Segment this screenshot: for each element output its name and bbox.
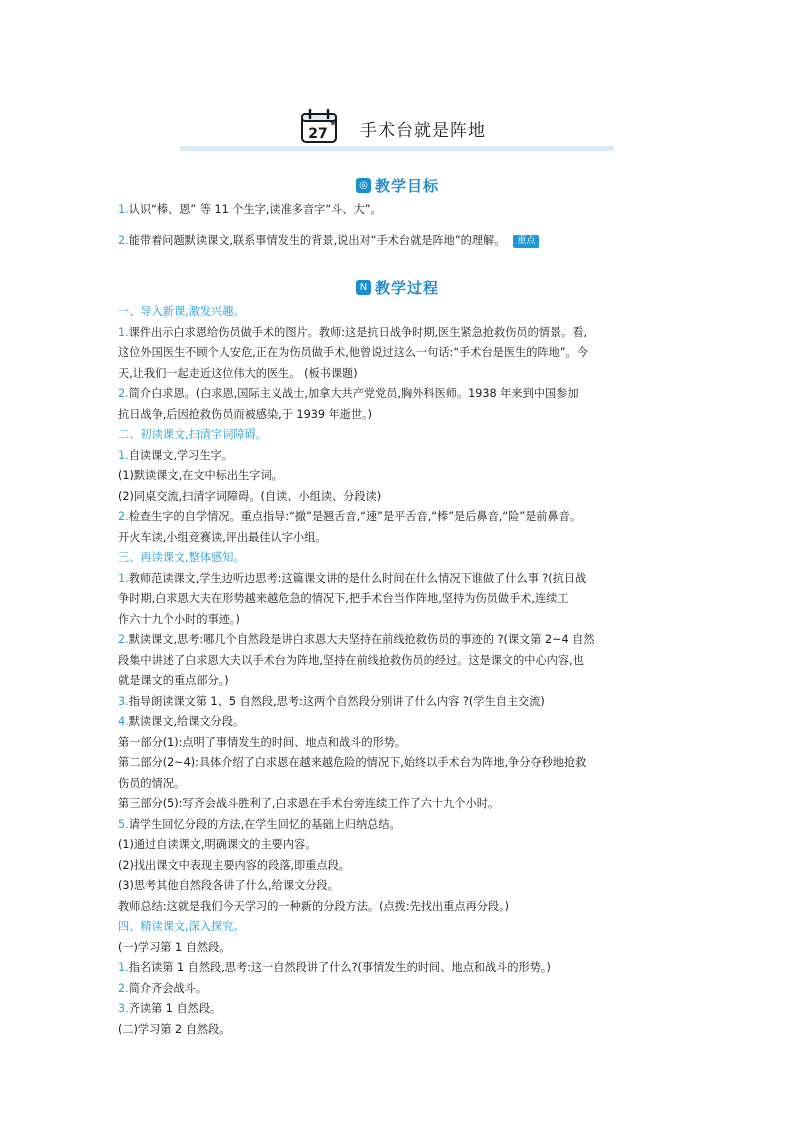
goals-list (118, 200, 688, 251)
line-text: 这位外国医生不顾个人安危,正在为伤员做手术,他曾说过这么一句话:“手术台是医生的阵地”。今 (118, 346, 588, 359)
step-heading: 一、导入新课,激发兴趣。 (118, 305, 245, 318)
text-line (118, 384, 688, 405)
goal-item: 1.认识“棒、恩” 等 11 个生字,读准多音字“斗、大”。 (118, 203, 382, 216)
text-line (118, 528, 688, 549)
text-line (118, 692, 688, 713)
text-line (118, 753, 688, 774)
text-line (118, 343, 688, 364)
line-text: 作六十九个小时的事迹。) (118, 612, 240, 626)
step-heading: 四、精读课文,深入探究。 (118, 920, 245, 933)
line-text: 自读课文,学习生字。 (128, 448, 233, 462)
item-number: 2. (118, 981, 129, 995)
line-text: 抗日战争,后因抢救伤员而被感染,于 1939 年逝世。) (118, 407, 373, 421)
line-text: 检查生字的自学情况。重点指导:“撤”是翘舌音,“速”是平舌音,“棒”是后鼻音,“险”是前鼻音。 (128, 510, 582, 523)
text-line (118, 876, 688, 897)
key-point-tag: 重点 (513, 235, 539, 248)
text-line (118, 630, 688, 651)
line-text: 天,让我们一起走近这位伟大的医生。 (板书课题) (118, 366, 358, 380)
section-goals-title (0, 175, 794, 197)
line-text: 简介白求恩。(白求恩,国际主义战士,加拿大共产党党员,胸外科医师。1938 年来到中国参加 (128, 387, 579, 400)
line-text: (二)学习第 2 自然段。 (118, 1022, 231, 1036)
text-line (118, 1020, 688, 1041)
line-text: 第一部分(1):点明了事情发生的时间、地点和战斗的形势。 (118, 735, 407, 749)
section-process-title (0, 277, 794, 299)
line-text: 指名读第 1 自然段,思考:这一自然段讲了什么?(事情发生的时间、地点和战斗的形势。) (128, 961, 551, 974)
text-line (118, 712, 688, 733)
text-line (118, 466, 688, 487)
calendar-icon (300, 108, 340, 144)
lesson-header (0, 100, 794, 155)
item-number: 1. (118, 325, 129, 339)
section-label: 教学过程 (375, 279, 440, 297)
text-line (118, 958, 688, 979)
text-line (118, 589, 688, 610)
line-text: 简介齐会战斗。 (128, 981, 208, 995)
line-text: 教师范读课文,学生边听边思考:这篇课文讲的是什么时间在什么情况下谁做了什么事 ?(抗日战 (128, 571, 587, 585)
text-line (118, 405, 688, 426)
item-number: 3. (118, 1002, 129, 1015)
item-number: 2. (118, 510, 129, 523)
line-text: 伤员的情况。 (118, 776, 186, 790)
text-line (118, 671, 688, 692)
line-text: 就是课文的重点部分。) (118, 674, 229, 687)
line-text: (1)默读课文,在文中标出生字词。 (118, 469, 283, 482)
line-text: (3)思考其他自然段各讲了什么,给课文分段。 (118, 879, 339, 892)
process-icon: N (356, 280, 371, 295)
item-number: 4. (118, 715, 129, 728)
target-icon: ◎ (356, 178, 371, 193)
text-line (118, 507, 688, 528)
line-text: 齐读第 1 自然段。 (128, 1002, 222, 1015)
text-line (118, 774, 688, 795)
line-text: 默读课文,思考:哪几个自然段是讲白求恩大夫坚持在前线抢救伤员的事迹的 ?(课文第 2~4 自然 (128, 633, 595, 646)
text-line (118, 938, 688, 959)
item-number: 1. (118, 961, 129, 974)
line-text: (2)同桌交流,扫清字词障碍。(自读、小组读、分段读) (118, 489, 382, 503)
text-line (118, 610, 688, 631)
text-line (118, 979, 688, 1000)
item-number: 2. (118, 633, 129, 646)
item-number: 1. (118, 571, 129, 585)
header-divider (180, 146, 614, 151)
text-line (118, 835, 688, 856)
goal-item: 2.能带着问题默读课文,联系事情发生的背景,说出对“手术台就是阵地”的理解。 重点 (118, 231, 688, 252)
text-line (118, 487, 688, 508)
text-line (118, 897, 688, 918)
line-text: 开火车读,小组竞赛读,评出最佳认字小组。 (118, 530, 327, 544)
text-line (118, 651, 688, 672)
asterisk-icon: * (330, 120, 336, 131)
line-text: 教师总结:这就是我们今天学习的一种新的分段方法。(点拨:先找出重点再分段。) (118, 899, 510, 913)
text-line (118, 364, 688, 385)
lesson-number: 27 (308, 126, 328, 142)
line-text: 课件出示白求恩给伤员做手术的图片。教师:这是抗日战争时期,医生紧急抢救伤员的情景。看, (128, 325, 588, 339)
text-line (118, 733, 688, 754)
line-text: 段集中讲述了白求恩大夫以手术台为阵地,坚持在前线抢救伤员的经过。这是课文的中心内容,也 (118, 653, 584, 667)
item-number: 3. (118, 694, 129, 708)
line-text: 指导朗读课文第 1、5 自然段,思考:这两个自然段分别讲了什么内容 ?(学生自主交流) (128, 694, 545, 708)
line-text: 默读课文,给课文分段。 (128, 715, 245, 728)
line-text: 争时期,白求恩大夫在形势越来越危急的情况下,把手术台当作阵地,坚持为伤员做手术,连续工 (118, 592, 569, 605)
line-text: (1)通过自读课文,明确课文的主要内容。 (118, 838, 317, 851)
line-text: (2)找出课文中表现主要内容的段落,即重点段。 (118, 858, 350, 872)
line-text: 请学生回忆分段的方法,在学生回忆的基础上归纳总结。 (128, 817, 401, 831)
line-text: 第二部分(2~4):具体介绍了白求恩在越来越危险的情况下,始终以手术台为阵地,争分夺秒地抢救 (118, 756, 587, 769)
process-content (118, 302, 688, 1040)
text-line (118, 815, 688, 836)
text-line (118, 999, 688, 1020)
text-line (118, 794, 688, 815)
line-text: 第三部分(5):写齐会战斗胜利了,白求恩在手术台旁连续工作了六十九个小时。 (118, 797, 500, 810)
text-line (118, 569, 688, 590)
item-number: 2. (118, 387, 129, 400)
item-number: 5. (118, 817, 129, 831)
text-line (118, 446, 688, 467)
line-text: (一)学习第 1 自然段。 (118, 940, 231, 954)
lesson-title: 手术台就是阵地 (360, 121, 486, 141)
item-number: 1. (118, 448, 129, 462)
step-heading: 三、再读课文,整体感知。 (118, 551, 245, 564)
text-line (118, 323, 688, 344)
text-line (118, 856, 688, 877)
section-label: 教学目标 (375, 177, 440, 195)
step-heading: 二、初读课文,扫清字词障碍。 (118, 428, 267, 441)
